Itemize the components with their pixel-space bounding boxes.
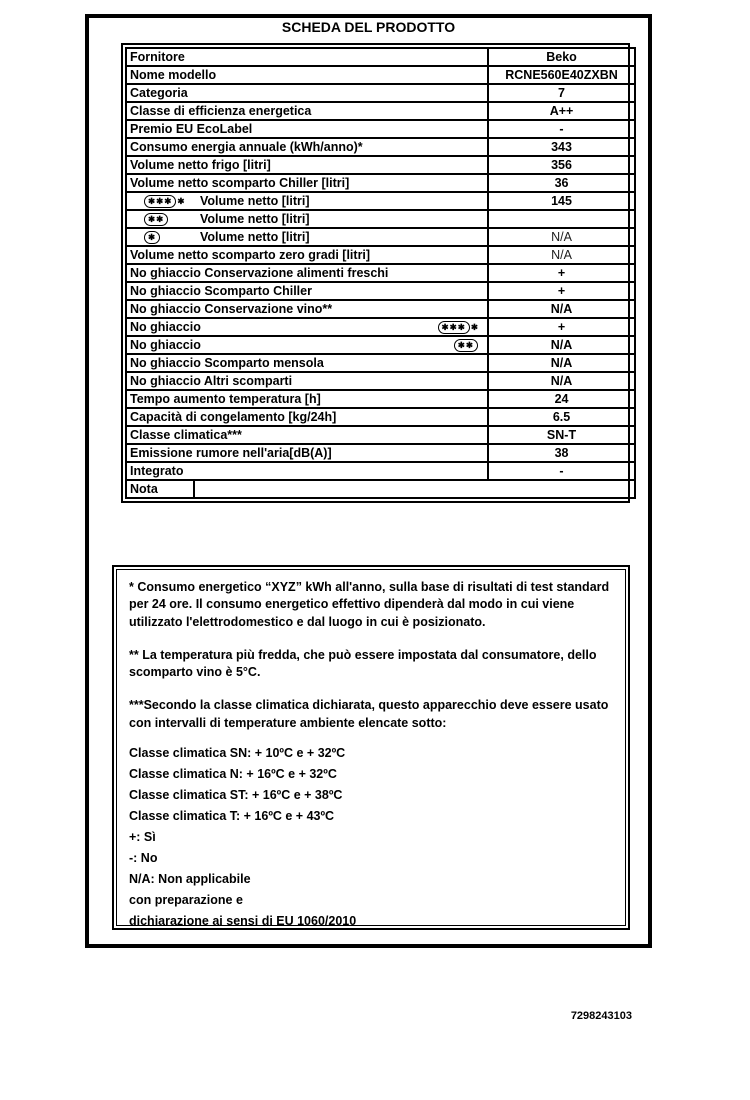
footnote-paragraph: ***Secondo la classe climatica dichiarata, questo apparecchio deve essere usato con intervalli di temperature ambiente elencate sotto:: [129, 698, 609, 730]
row-label: Integrato: [126, 462, 488, 480]
table-row: [126, 228, 635, 246]
row-value: +: [488, 264, 635, 282]
footnote-line: Classe climatica SN: + 10ºC e + 32ºC: [129, 745, 346, 760]
row-label: Volume netto frigo [litri]: [126, 156, 488, 174]
table-row: [126, 282, 635, 300]
row-label: [126, 210, 488, 228]
row-value: 38: [488, 444, 635, 462]
table-row: [126, 246, 635, 264]
row-label: Volume netto scomparto zero gradi [litri]: [126, 246, 488, 264]
table-row: [126, 426, 635, 444]
row-label: [126, 318, 488, 336]
freezer-4-star-outer-star: ✱: [177, 195, 185, 206]
footnote-line: +: Sì: [129, 829, 156, 844]
row-label: Volume netto scomparto Chiller [litri]: [126, 174, 488, 192]
freezer-4-star-icon: [438, 320, 479, 334]
footnote-paragraph: ** La temperatura più fredda, che può essere impostata dal consumatore, dello scomparto vino è 5°C.: [129, 647, 597, 679]
row-value: N/A: [488, 336, 635, 354]
row-value: -: [488, 120, 635, 138]
row-label: Nota: [126, 480, 194, 498]
row-value: N/A: [488, 246, 635, 264]
table-row: [126, 174, 635, 192]
row-value: RCNE560E40ZXBN: [488, 66, 635, 84]
table-row: [126, 480, 635, 498]
footnote-line: dichiarazione ai sensi di EU 1060/2010: [129, 913, 357, 926]
row-label: No ghiaccio Scomparto mensola: [126, 354, 488, 372]
product-spec-table-box: [121, 43, 630, 503]
table-row: [126, 462, 635, 480]
freezer-4-star-box: ✱✱✱: [144, 195, 176, 208]
row-label: Consumo energia annuale (kWh/anno)*: [126, 138, 488, 156]
row-label-text: Volume netto [litri]: [200, 193, 310, 208]
row-value: 7: [488, 84, 635, 102]
row-value: 145: [488, 192, 635, 210]
row-value: N/A: [488, 372, 635, 390]
freezer-2-star-icon: [144, 212, 200, 226]
table-row: [126, 318, 635, 336]
table-row: [126, 210, 635, 228]
row-label: No ghiaccio Altri scomparti: [126, 372, 488, 390]
row-value: +: [488, 282, 635, 300]
row-label: Categoria: [126, 84, 488, 102]
freezer-2-star-box: ✱✱: [454, 339, 478, 352]
footnote-line: Classe climatica N: + 16ºC e + 32ºC: [129, 766, 337, 781]
table-row: [126, 408, 635, 426]
footnote-line: -: No: [129, 850, 158, 865]
freezer-4-star-outer-star: ✱: [470, 321, 479, 332]
row-value: +: [488, 318, 635, 336]
footnote-line: N/A: Non applicabile: [129, 871, 251, 886]
footnote-paragraph: * Consumo energetico “XYZ” kWh all'anno, sulla base di risultati di test standard per 24 ore. Il consumo energetico effettivo dipenderà dal modo in cui viene utilizzato l'elettrodomestico e dal luogo in cui è posizionato.: [129, 580, 610, 629]
nota-empty-cell: [194, 480, 635, 498]
table-row: [126, 264, 635, 282]
row-value: N/A: [488, 228, 635, 246]
row-value: 6.5: [488, 408, 635, 426]
footnote-line: Classe climatica T: + 16ºC e + 43ºC: [129, 808, 335, 823]
row-value: A++: [488, 102, 635, 120]
table-row: [126, 48, 635, 66]
row-value: 356: [488, 156, 635, 174]
footnote-line: Classe climatica ST: + 16ºC e + 38ºC: [129, 787, 343, 802]
row-label: Classe di efficienza energetica: [126, 102, 488, 120]
row-label: Emissione rumore nell'aria[dB(A)]: [126, 444, 488, 462]
row-label: Tempo aumento temperatura [h]: [126, 390, 488, 408]
table-row: [126, 192, 635, 210]
row-value: 36: [488, 174, 635, 192]
table-row: [126, 372, 635, 390]
table-row: [126, 120, 635, 138]
row-label: No ghiaccio Conservazione alimenti freschi: [126, 264, 488, 282]
row-label: Capacità di congelamento [kg/24h]: [126, 408, 488, 426]
row-value: 24: [488, 390, 635, 408]
row-value: N/A: [488, 300, 635, 318]
row-label: Nome modello: [126, 66, 488, 84]
table-row: [126, 102, 635, 120]
page-title: SCHEDA DEL PRODOTTO: [281, 19, 456, 35]
table-row: [126, 138, 635, 156]
row-value: N/A: [488, 354, 635, 372]
table-row: [126, 390, 635, 408]
row-label: [126, 192, 488, 210]
row-value: Beko: [488, 48, 635, 66]
table-row: [126, 336, 635, 354]
footnote-line: con preparazione e: [129, 892, 243, 907]
row-label-text: Volume netto [litri]: [200, 229, 310, 244]
row-label: Premio EU EcoLabel: [126, 120, 488, 138]
table-row: [126, 84, 635, 102]
freezer-4-star-box: ✱✱✱: [438, 321, 470, 334]
footnotes-content: [116, 569, 626, 926]
freezer-2-star-box: ✱✱: [144, 213, 168, 226]
table-row: [126, 444, 635, 462]
row-label-text: No ghiaccio: [130, 319, 201, 334]
row-label: Fornitore: [126, 48, 488, 66]
document-code: 7298243103: [570, 1010, 632, 1022]
footnotes-box: [112, 565, 630, 930]
freezer-1-star-icon: [144, 230, 200, 244]
row-value: 343: [488, 138, 635, 156]
freezer-1-star-box: ✱: [144, 231, 160, 244]
table-row: [126, 66, 635, 84]
row-label: No ghiaccio Conservazione vino**: [126, 300, 488, 318]
table-row: [126, 156, 635, 174]
row-label: [126, 336, 488, 354]
row-label: Classe climatica***: [126, 426, 488, 444]
freezer-4-star-icon: [144, 194, 200, 208]
row-label: No ghiaccio Scomparto Chiller: [126, 282, 488, 300]
row-value: -: [488, 462, 635, 480]
row-label-text: Volume netto [litri]: [200, 211, 310, 226]
row-value: [488, 210, 635, 228]
product-spec-table: [125, 47, 636, 499]
table-row: [126, 300, 635, 318]
row-label: [126, 228, 488, 246]
row-label-text: No ghiaccio: [130, 337, 201, 352]
freezer-2-star-icon: [454, 338, 478, 352]
document-frame: [85, 14, 652, 948]
row-value: SN-T: [488, 426, 635, 444]
table-row: [126, 354, 635, 372]
